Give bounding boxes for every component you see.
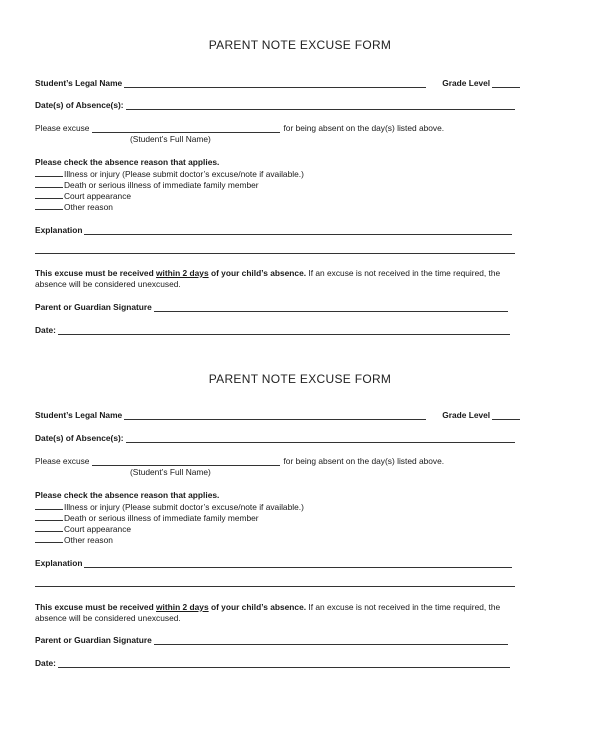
grade-level-field[interactable] <box>492 411 520 420</box>
checkbox-blank[interactable] <box>35 512 63 521</box>
checkbox-blank[interactable] <box>35 168 63 177</box>
student-name-label: Student’s Legal Name <box>35 78 123 88</box>
student-name-field[interactable] <box>124 79 426 88</box>
grade-level-field[interactable] <box>492 79 520 88</box>
checkbox-blank[interactable] <box>35 201 63 210</box>
dates-field[interactable] <box>126 101 515 110</box>
reason-heading: Please check the absence reason that applies. <box>35 490 220 500</box>
explanation-field[interactable] <box>84 559 512 568</box>
signature-field[interactable] <box>154 636 508 645</box>
reason-option-other[interactable]: Other reason <box>35 201 113 212</box>
form-title: PARENT NOTE EXCUSE FORM <box>208 38 392 52</box>
please-excuse-label: Please excuse <box>35 456 90 466</box>
absent-text: for being absent on the day(s) listed above. <box>283 456 445 466</box>
checkbox-blank[interactable] <box>35 501 63 510</box>
reason-option-court[interactable]: Court appearance <box>35 190 131 201</box>
explanation-row <box>35 225 514 235</box>
student-full-name-field[interactable] <box>92 124 280 133</box>
explanation-label: Explanation <box>35 558 83 568</box>
date-field[interactable] <box>58 659 510 668</box>
student-full-name-caption: (Student’s Full Name) <box>130 467 211 477</box>
student-name-row <box>35 410 522 420</box>
student-full-name-field[interactable] <box>92 457 280 466</box>
signature-field[interactable] <box>154 303 508 312</box>
reason-option-death[interactable]: Death or serious illness of immediate family member <box>35 179 259 190</box>
date-label: Date: <box>35 658 56 668</box>
notice-line-2: absence will be considered unexcused. <box>35 279 181 289</box>
dates-row <box>35 433 517 443</box>
grade-level-label: Grade Level <box>442 78 491 88</box>
dates-label: Date(s) of Absence(s): <box>35 433 124 443</box>
dates-field[interactable] <box>126 434 515 443</box>
student-name-label: Student’s Legal Name <box>35 410 123 420</box>
checkbox-blank[interactable] <box>35 523 63 532</box>
date-row <box>35 658 512 668</box>
excuse-form-1 <box>0 0 600 340</box>
signature-label: Parent or Guardian Signature <box>35 302 152 312</box>
reason-heading: Please check the absence reason that applies. <box>35 157 220 167</box>
student-full-name-caption: (Student’s Full Name) <box>130 134 211 144</box>
reason-option-death[interactable]: Death or serious illness of immediate family member <box>35 512 259 523</box>
student-name-row <box>35 78 522 88</box>
please-excuse-row <box>35 123 444 133</box>
checkbox-blank[interactable] <box>35 190 63 199</box>
explanation-row <box>35 558 514 568</box>
explanation-label: Explanation <box>35 225 83 235</box>
signature-label: Parent or Guardian Signature <box>35 635 152 645</box>
grade-level-label: Grade Level <box>442 410 491 420</box>
excuse-form-2 <box>0 334 600 674</box>
student-name-field[interactable] <box>124 411 426 420</box>
dates-row <box>35 100 517 110</box>
explanation-field-line-2[interactable] <box>35 586 515 587</box>
notice-line-2: absence will be considered unexcused. <box>35 613 181 623</box>
absent-text: for being absent on the day(s) listed above. <box>283 123 445 133</box>
checkbox-blank[interactable] <box>35 179 63 188</box>
please-excuse-row <box>35 456 444 466</box>
reason-option-illness[interactable]: Illness or injury (Please submit doctor’s excuse/note if available.) <box>35 501 304 512</box>
dates-label: Date(s) of Absence(s): <box>35 100 124 110</box>
reason-option-illness[interactable]: Illness or injury (Please submit doctor’s excuse/note if available.) <box>35 168 304 179</box>
signature-row <box>35 635 510 645</box>
signature-row <box>35 302 510 312</box>
date-label: Date: <box>35 325 56 335</box>
explanation-field[interactable] <box>84 226 512 235</box>
notice-line-1: This excuse must be received within 2 days of your child’s absence. If an excuse is not received in the time required, the <box>35 268 501 278</box>
reason-option-other[interactable]: Other reason <box>35 534 113 545</box>
explanation-field-line-2[interactable] <box>35 253 515 254</box>
notice-line-1: This excuse must be received within 2 days of your child’s absence. If an excuse is not received in the time required, the <box>35 602 501 612</box>
please-excuse-label: Please excuse <box>35 123 90 133</box>
reason-option-court[interactable]: Court appearance <box>35 523 131 534</box>
form-title: PARENT NOTE EXCUSE FORM <box>208 372 392 386</box>
checkbox-blank[interactable] <box>35 534 63 543</box>
